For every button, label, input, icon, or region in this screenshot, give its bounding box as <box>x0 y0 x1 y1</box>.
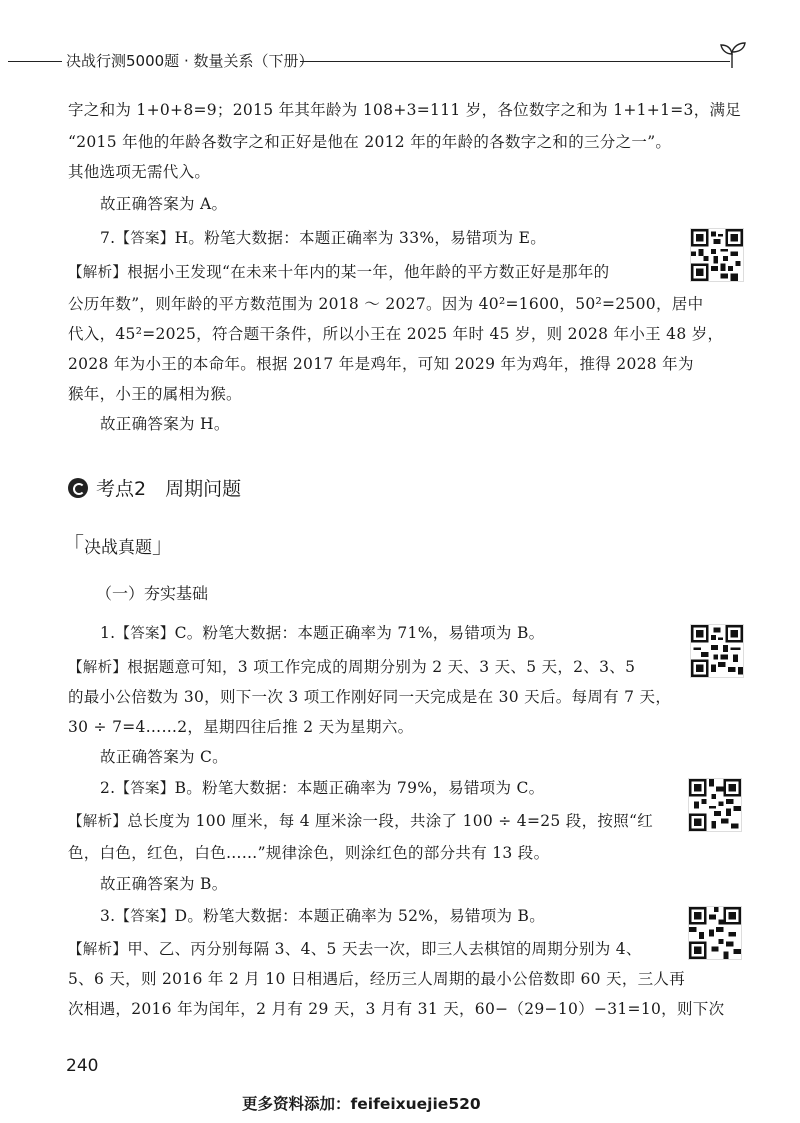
analysis-tag: 【解析】 <box>68 660 128 676</box>
answer-tag: 【答案】 <box>115 909 175 925</box>
answer-tag: 【答案】 <box>115 781 175 797</box>
qr-code <box>690 624 744 678</box>
analysis-line: 【解析】根据小王发现“在未来十年内的某一年，他年龄的平方数正好是那年的 <box>68 263 610 281</box>
analysis-line: 【解析】甲、乙、丙分别每隔 3、4、5 天去一次，即三人去棋馆的周期分别为 4、 <box>68 940 642 958</box>
answer-text: H。粉笔大数据：本题正确率为 33%，易错项为 E。 <box>174 229 547 247</box>
text-line: “2015 年他的年龄各数字之和正好是他在 2012 年的年龄的各数字之和的三分之一”。 <box>68 133 672 151</box>
analysis-line: 猴年，小王的属相为猴。 <box>68 385 242 403</box>
analysis-line: 5、6 天，则 2016 年 2 月 10 日相遇后，经历三人周期的最小公倍数即 60 天，三人再 <box>68 970 686 988</box>
analysis-line: 代入，45²=2025，符合题干条件，所以小王在 2025 年时 45 岁，则 2028 年小王 48 岁， <box>68 325 724 343</box>
page-header <box>0 40 800 76</box>
answer-conclusion: 故正确答案为 C。 <box>100 748 228 766</box>
section-title: 考点2 周期问题 <box>68 474 241 501</box>
footer-note: 更多资料添加：feifeixuejie520 <box>242 1095 481 1113</box>
answer-tag: 【答案】 <box>115 626 175 642</box>
question-number: 7. <box>100 229 116 247</box>
header-title: 决战行测5000题 · 数量关系（下册） <box>66 52 314 70</box>
answer-tag: 【答案】 <box>115 231 175 247</box>
sub-heading: 「决战真题」 <box>62 534 175 559</box>
question-3-answer-line: 3.【答案】D。粉笔大数据：本题正确率为 52%，易错项为 B。 <box>100 907 546 925</box>
text-line: 字之和为 1+0+8=9；2015 年其年龄为 108+3=111 岁，各位数字之和为 1+1+1=3，满足 <box>68 101 742 119</box>
answer-conclusion: 故正确答案为 B。 <box>100 875 228 893</box>
header-rule-right <box>300 61 730 62</box>
sprout-icon <box>718 40 748 70</box>
section-icon <box>68 478 88 498</box>
analysis-line: 【解析】总长度为 100 厘米，每 4 厘米涂一段，共涂了 100 ÷ 4=25 段，按照“红 <box>68 812 654 830</box>
question-2-answer-line: 2.【答案】B。粉笔大数据：本题正确率为 79%，易错项为 C。 <box>100 779 545 797</box>
header-rule-left <box>8 61 62 62</box>
analysis-line: 公历年数”，则年龄的平方数范围为 2018 ～ 2027。因为 40²=1600，50²=2500，居中 <box>68 295 704 313</box>
analysis-line: 的最小公倍数为 30，则下一次 3 项工作刚好同一天完成是在 30 天后。每周有 7 天， <box>68 688 672 706</box>
analysis-tag: 【解析】 <box>68 265 128 281</box>
qr-code <box>688 778 742 832</box>
qr-code <box>688 906 742 960</box>
analysis-line: 30 ÷ 7=4……2，星期四往后推 2 天为星期六。 <box>68 718 414 736</box>
answer-conclusion: 故正确答案为 A。 <box>100 195 228 213</box>
analysis-tag: 【解析】 <box>68 814 128 830</box>
analysis-line: 色，白色，红色，白色……”规律涂色，则涂红色的部分共有 13 段。 <box>68 844 550 862</box>
analysis-line: 2028 年为小王的本命年。根据 2017 年是鸡年，可知 2029 年为鸡年，推得 2028 年为 <box>68 355 694 373</box>
analysis-line: 【解析】根据题意可知，3 项工作完成的周期分别为 2 天、3 天、5 天，2、3、5 <box>68 658 636 676</box>
page-number: 240 <box>66 1056 99 1076</box>
text-line: 其他选项无需代入。 <box>68 163 211 181</box>
question-1-answer-line: 1.【答案】C。粉笔大数据：本题正确率为 71%，易错项为 B。 <box>100 624 545 642</box>
subsection-title: （一）夯实基础 <box>96 584 209 603</box>
analysis-line: 次相遇，2016 年为闰年，2 月有 29 天，3 月有 31 天，60−（29−10）−31=10，则下次 <box>68 1000 725 1018</box>
analysis-tag: 【解析】 <box>68 942 128 958</box>
question-7-answer-line <box>100 228 700 249</box>
qr-code <box>690 228 744 282</box>
answer-conclusion: 故正确答案为 H。 <box>100 415 230 433</box>
